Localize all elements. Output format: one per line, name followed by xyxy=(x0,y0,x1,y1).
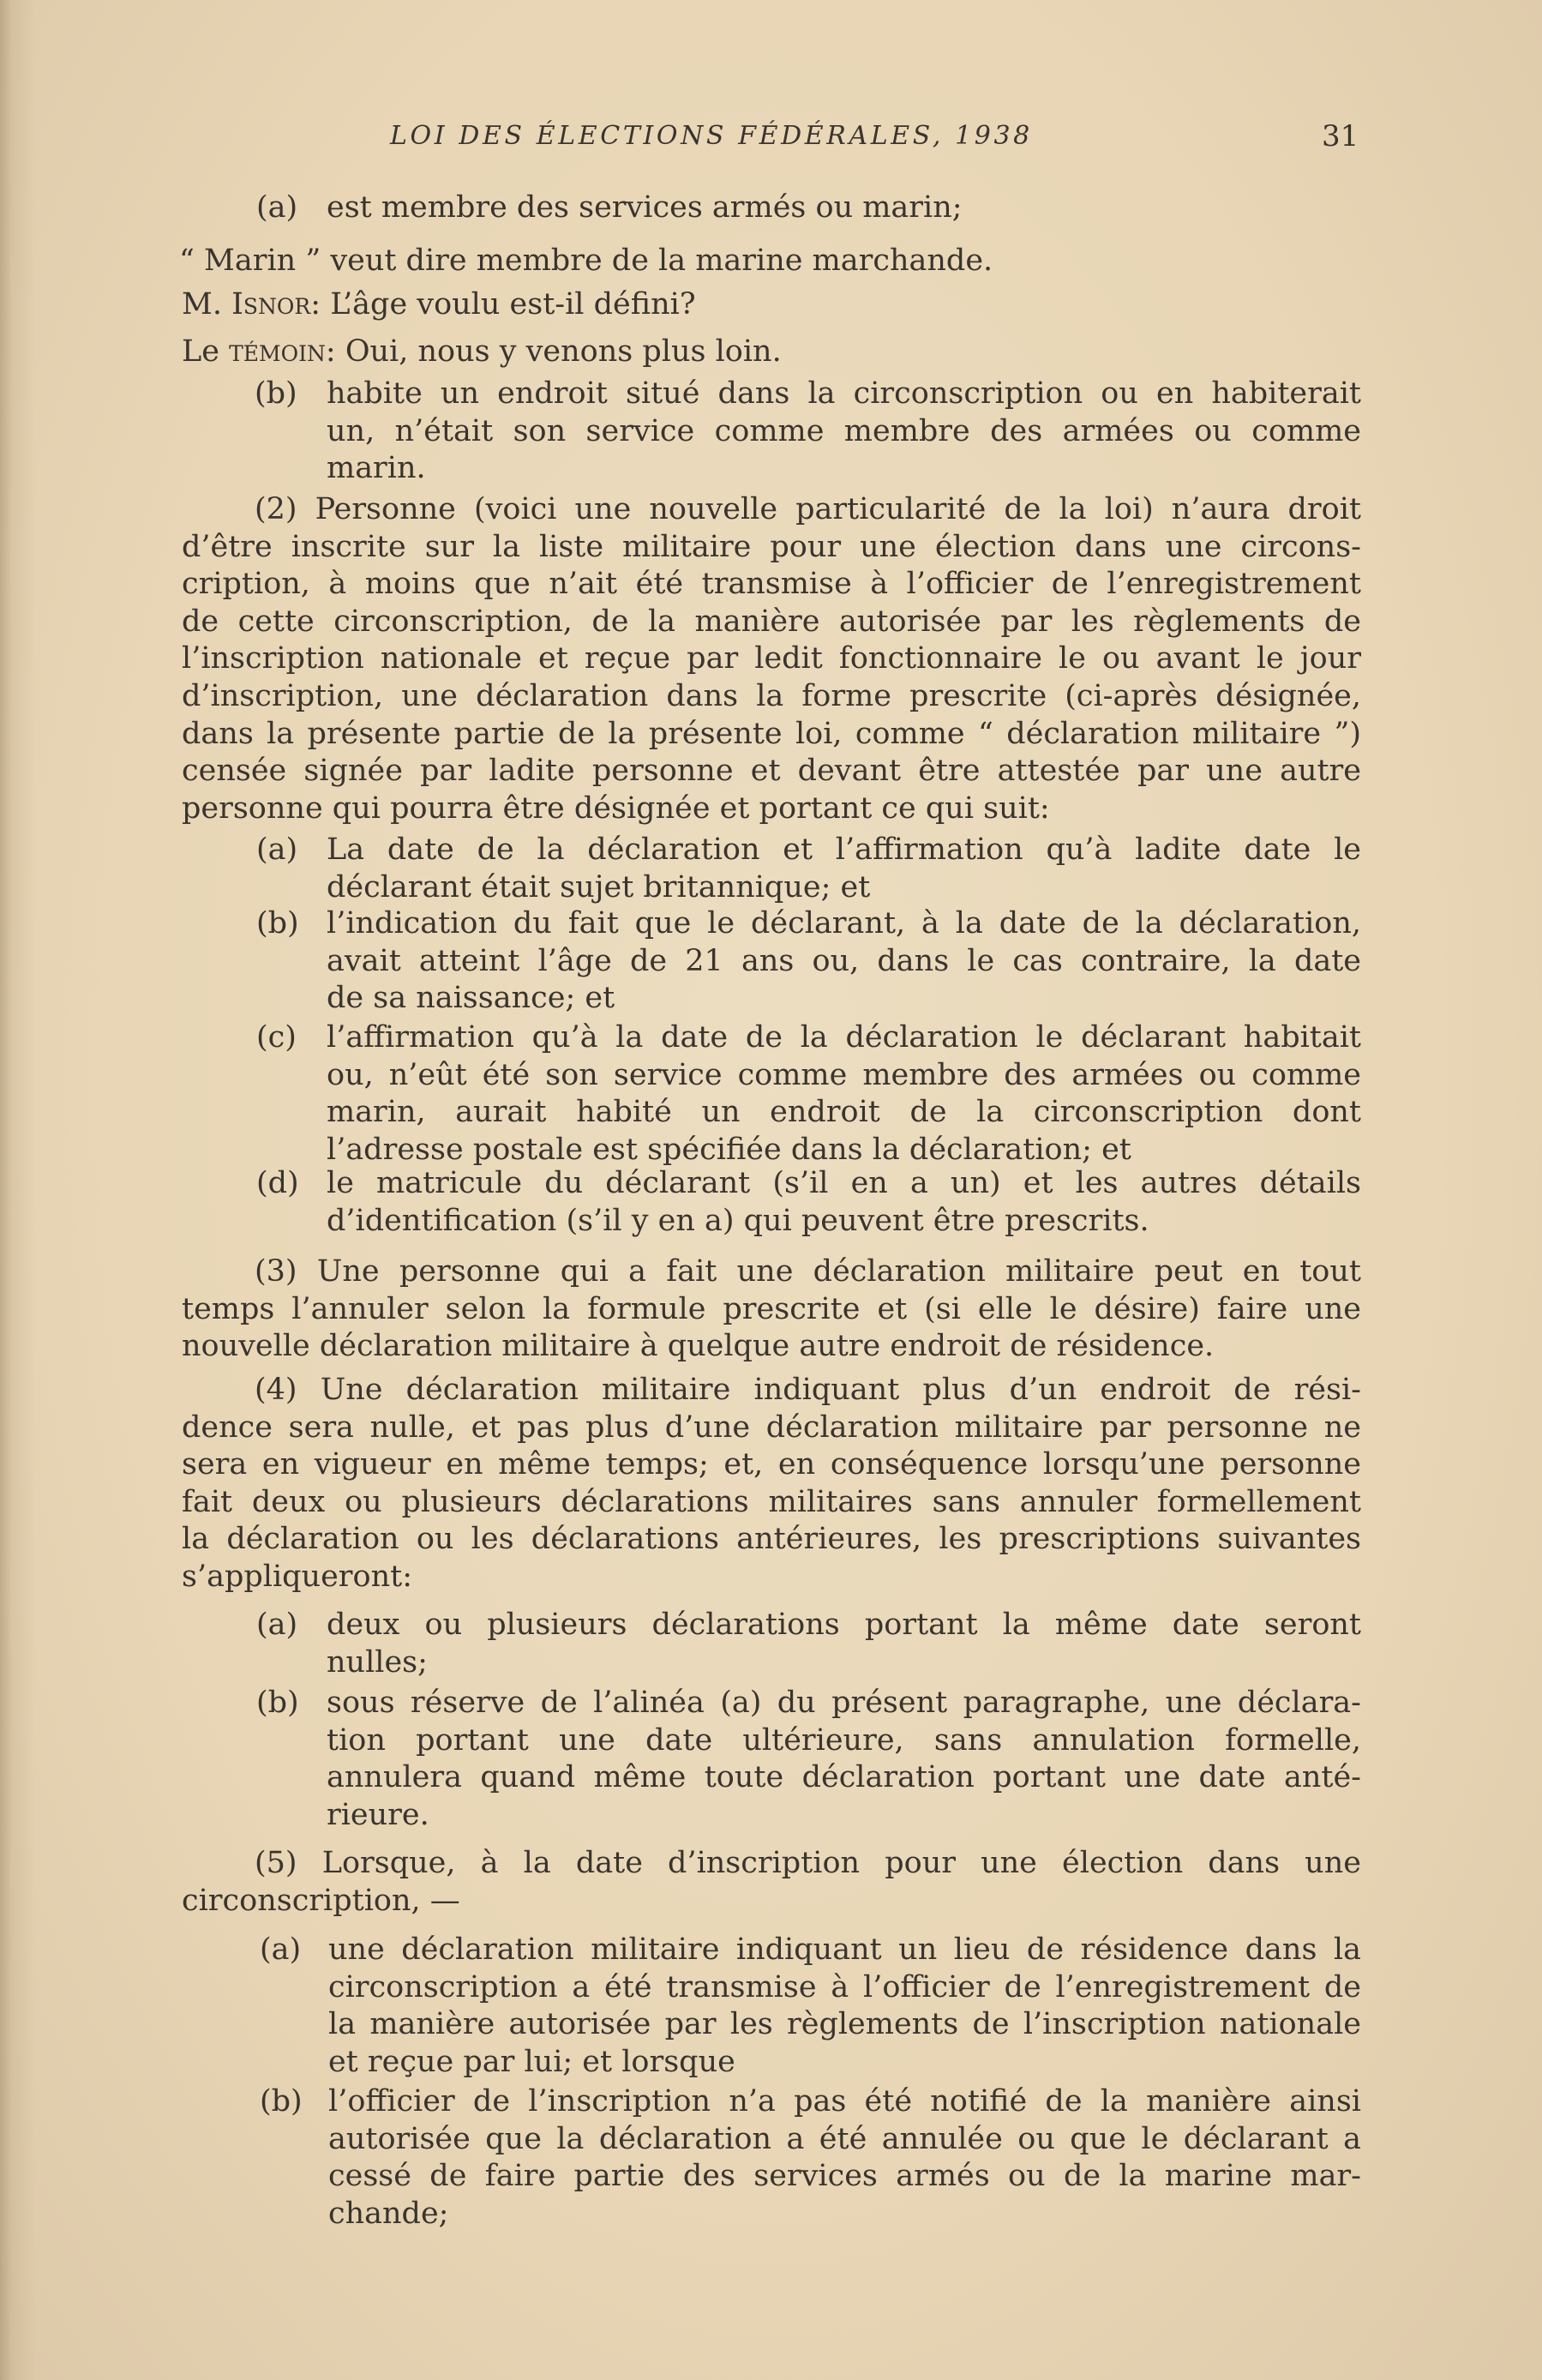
text-line: un, n’était son service comme membre des armées ou comme xyxy=(327,413,1361,448)
text-line: une déclaration militaire indiquant un lieu de résidence dans la xyxy=(328,1932,1361,1967)
list-item xyxy=(256,905,1361,1018)
text-line: l’affirmation qu’à la date de la déclaration le déclarant habitait xyxy=(327,1020,1361,1055)
text-line: de sa naissance; et xyxy=(327,981,615,1016)
list-item xyxy=(255,376,1359,488)
speech-text: Oui, nous y venons plus loin. xyxy=(345,334,782,369)
paragraph-number: (5) xyxy=(255,1846,297,1880)
item-label: (a) xyxy=(256,832,298,867)
speaker-name: témoin: xyxy=(229,334,336,369)
text-line: nulles; xyxy=(327,1644,428,1680)
text-line: Lorsque, à la date d’inscription pour une élection dans une xyxy=(321,1846,1361,1880)
page-number: 31 xyxy=(1322,119,1359,153)
text-line: La date de la déclaration et l’affirmation qu’à ladite date le xyxy=(327,832,1361,867)
text-line: autorisée que la déclaration a été annulée ou que le déclarant a xyxy=(328,2121,1361,2156)
text-line: dans la présente partie de la présente loi, comme “ déclaration militaire ”) xyxy=(182,716,1361,751)
text-line: annulera quand même toute déclaration portant une date anté- xyxy=(327,1760,1361,1795)
text-line: cription, à moins que n’ait été transmise à l’officier de l’enregistrement xyxy=(182,567,1361,602)
list-item xyxy=(256,1685,1361,1834)
text-line: l’officier de l’inscription n’a pas été notifié de la manière ainsi xyxy=(328,2084,1361,2119)
text-line: “ Marin ” veut dire membre de la marine marchande. xyxy=(179,243,993,278)
text-line: d’identification (s’il y en a) qui peuvent être prescrits. xyxy=(327,1203,1149,1238)
text-line: la déclaration ou les déclarations antérieures, les prescriptions suivantes xyxy=(182,1522,1361,1557)
text-line: habite un endroit situé dans la circonscription ou en habiterait xyxy=(327,376,1361,411)
paragraph-number: (2) xyxy=(255,492,297,526)
paragraph xyxy=(182,1253,1361,1366)
text-line: circonscription, — xyxy=(182,1883,460,1918)
speaker-prefix: M. xyxy=(182,287,222,322)
speech-text: L’âge voulu est-il défini? xyxy=(330,287,696,322)
text-line: ou, n’eût été son service comme membre des armées ou comme xyxy=(327,1057,1361,1092)
list-item xyxy=(256,1165,1361,1240)
text-line: de cette circonscription, de la manière autorisée par les règlements de xyxy=(182,604,1361,639)
list-item xyxy=(256,1607,1361,1681)
dialogue-line xyxy=(182,334,1361,371)
text-line: d’inscription, une déclaration dans la forme prescrite (ci-après désignée, xyxy=(182,678,1361,713)
text-line: censée signée par ladite personne et devant être attestée par une autre xyxy=(182,754,1361,789)
text-line: l’indication du fait que le déclarant, à la date de la déclaration, xyxy=(327,906,1361,941)
item-label: (a) xyxy=(256,190,298,225)
text-line: rieure. xyxy=(327,1797,429,1832)
list-item xyxy=(256,1019,1361,1169)
text-line: Une déclaration militaire indiquant plus d’un endroit de rési- xyxy=(320,1373,1361,1407)
paragraph xyxy=(179,243,1359,280)
paragraph-number: (4) xyxy=(255,1373,297,1407)
text-line: nouvelle déclaration militaire à quelque autre endroit de résidence. xyxy=(182,1329,1215,1364)
list-item xyxy=(256,832,1361,906)
text-line: dence sera nulle, et pas plus d’une déclaration militaire par personne ne xyxy=(182,1409,1361,1445)
text-line: le matricule du déclarant (s’il en a un) et les autres détails xyxy=(327,1166,1361,1200)
text-line: temps l’annuler selon la formule prescrite et (si elle le désire) faire une xyxy=(182,1291,1361,1326)
text-line: déclarant était sujet britannique; et xyxy=(327,869,871,905)
text-line: Une personne qui a fait une déclaration militaire peut en tout xyxy=(316,1254,1361,1289)
item-label: (b) xyxy=(255,376,297,411)
text-line: chande; xyxy=(328,2196,449,2231)
running-title: LOI DES ÉLECTIONS FÉDÉRALES, 1938 xyxy=(390,121,1033,151)
item-label: (a) xyxy=(260,1932,302,1967)
text-line: personne qui pourra être désignée et portant ce qui suit: xyxy=(182,790,1050,826)
text-line: et reçue par lui; et lorsque xyxy=(328,2044,735,2079)
paragraph xyxy=(182,1845,1361,1920)
speaker-name: Isnor: xyxy=(231,287,321,322)
text-line: s’appliqueront: xyxy=(182,1559,413,1594)
text-line: sous réserve de l’alinéa (a) du présent paragraphe, une déclara- xyxy=(327,1686,1361,1720)
text-line: avait atteint l’âge de 21 ans ou, dans le cas contraire, la date xyxy=(327,943,1361,978)
dialogue-line xyxy=(182,286,1361,324)
item-label: (a) xyxy=(256,1608,298,1642)
text-line: deux ou plusieurs déclarations portant la même date seront xyxy=(327,1608,1361,1642)
item-label: (b) xyxy=(260,2084,303,2119)
list-item xyxy=(260,1932,1365,2081)
speaker-prefix: Le xyxy=(182,334,219,369)
list-item xyxy=(256,189,1361,227)
item-label: (b) xyxy=(256,906,299,941)
paragraph xyxy=(182,491,1361,827)
item-label: (b) xyxy=(256,1686,299,1720)
list-item xyxy=(260,2083,1365,2233)
text-line: l’inscription nationale et reçue par ledit fonctionnaire le ou avant le jour xyxy=(182,641,1361,676)
text-line: d’être inscrite sur la liste militaire pour une élection dans une circons- xyxy=(182,529,1361,564)
text-line: cessé de faire partie des services armés ou de la marine mar- xyxy=(328,2159,1361,2194)
text-line: marin, aurait habité un endroit de la circonscription dont xyxy=(327,1095,1361,1130)
text-line: sera en vigueur en même temps; et, en conséquence lorsqu’une personne xyxy=(182,1447,1361,1482)
text-line: tion portant une date ultérieure, sans annulation formelle, xyxy=(327,1722,1361,1758)
paragraph-number: (3) xyxy=(255,1254,297,1289)
text-line: la manière autorisée par les règlements de l’inscription nationale xyxy=(328,2007,1361,2042)
text-line: l’adresse postale est spécifiée dans la déclaration; et xyxy=(327,1132,1131,1167)
text-line: fait deux ou plusieurs déclarations militaires sans annuler formellement xyxy=(182,1484,1361,1519)
text-line: est membre des services armés ou marin; xyxy=(327,190,963,225)
paragraph xyxy=(182,1372,1361,1596)
text-line: Personne (voici une nouvelle particularité de la loi) n’aura droit xyxy=(315,492,1361,526)
item-label: (c) xyxy=(256,1020,297,1055)
text-line: marin. xyxy=(327,451,426,486)
item-label: (d) xyxy=(256,1166,299,1200)
text-line: circonscription a été transmise à l’officier de l’enregistrement de xyxy=(328,1969,1361,2004)
